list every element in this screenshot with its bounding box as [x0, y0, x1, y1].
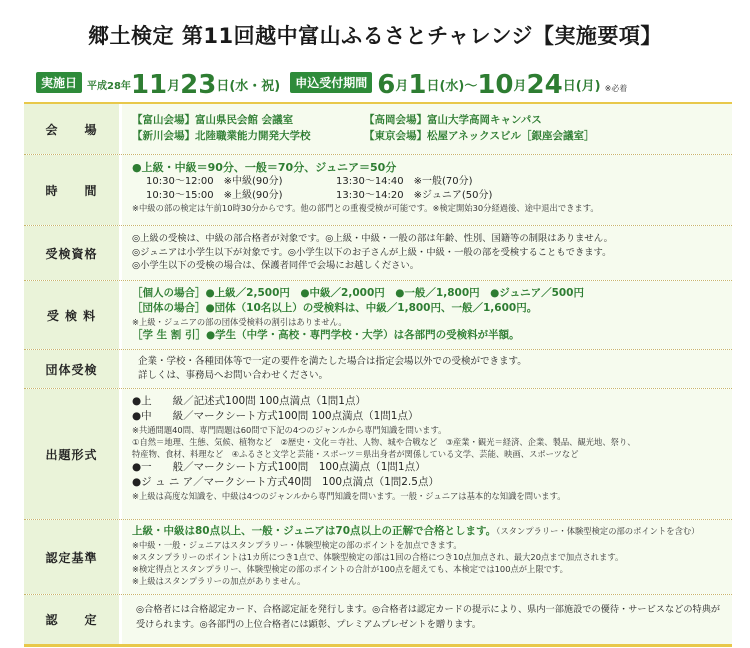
fee-note: ※上級・ジュニアの部の団体受検料の割引はありません。	[132, 317, 347, 327]
application-period-tag: 申込受付期間	[290, 72, 372, 93]
exam-day-unit: 日(水・祝)	[216, 79, 281, 94]
fee-student-discount: ［学 生 割 引］●学生（中学・高校・専門学校・大学）は各部門の受検料が半額。	[132, 329, 520, 341]
criteria-note-1: ※中級・一般・ジュニアはスタンプラリー・体験型検定の部のポイントを加点できます。	[132, 539, 462, 550]
row-certification	[24, 595, 732, 644]
time-note: ※中級の部の検定は午前10時30分からです。他の部門との重複受検が可能です。※検定開始30分経過後、途中退出できます。	[132, 203, 599, 213]
format-note-common: ※共通問題40問、専門問題は60問で下記の4つのジャンルから専門知識を問います。	[132, 425, 447, 435]
venue-niikawa: 【新川会場】北陸職業能力開発大学校	[132, 130, 311, 142]
certification-content	[122, 595, 732, 644]
row-label-qualification: 受検資格	[24, 226, 119, 280]
criteria-note-3: ※検定得点とスタンプラリー、体験型検定の部のポイントの合計が100点を超えても、本検定では100点が上限です。	[132, 563, 568, 574]
apply-start-month: 6	[377, 70, 396, 100]
apply-end-month: 10	[477, 70, 514, 100]
fee-individual: ［個人の場合］●上級／2,500円 ●中級／2,000円 ●一般／1,800円 ●ジュニア／500円	[132, 287, 584, 299]
qualification-line-3: ◎小学生以下の受検の場合は、保護者同伴で会場にお越しください。	[132, 260, 420, 271]
certification-text: ◎合格者には合格認定カード、合格認定証を発行します。◎合格者は認定カードの提示により、県内一部施設での優待・サービスなどの特典が受けられます。◎各部門の上位合格者には顕彰、プレミアムプレゼントを贈ります。	[136, 604, 721, 630]
row-label-certification: 認 定	[24, 595, 119, 644]
format-genres-2: 特産物、食材、料理など ④ふるさと文学と芸能・スポーツ＝県出身者が関係している文学、芸能、映画、スポーツなど	[132, 449, 579, 459]
exam-month-unit: 月	[167, 79, 181, 94]
row-fee	[24, 281, 732, 350]
format-genres-1: ①自然＝地理、生態、気候、植物など ②歴史・文化＝寺社、人物、城や合戦など ③産業・観光＝経済、企業、製品、観光地、祭り、	[132, 437, 636, 447]
row-format	[24, 389, 732, 520]
era-year: 平成28年	[87, 81, 131, 92]
criteria-content	[122, 520, 732, 594]
row-time	[24, 155, 732, 226]
apply-end-day-unit: 日(月)	[562, 79, 601, 94]
row-label-venue: 会 場	[24, 104, 119, 154]
group-content	[122, 350, 732, 388]
row-label-criteria: 認定基準	[24, 520, 119, 594]
required-arrival-note: ※必着	[604, 84, 628, 93]
row-criteria	[24, 520, 732, 595]
fee-group: ［団体の場合］●団体（10名以上）の受検料は、中級／1,800円、一般／1,600円。	[132, 302, 538, 314]
venue-takaoka: 【高岡会場】富山大学高岡キャンパス	[364, 114, 542, 126]
group-line-2: 詳しくは、事務局へお問い合わせください。	[138, 370, 329, 381]
format-content	[122, 389, 732, 519]
exam-month: 11	[130, 70, 168, 100]
qualification-line-1: ◎上級の受検は、中級の部合格者が対象です。◎上級・中級・一般の部は年齢、性別、国籍等の制限はありません。	[132, 233, 613, 244]
row-group	[24, 350, 732, 389]
format-general: ●一 般／マークシート方式100問 100点満点（1問1点）	[132, 461, 426, 473]
apply-end-day: 24	[526, 70, 563, 100]
criteria-headline-note: （スタンプラリー・体験型検定の部のポイントを含む）	[496, 526, 700, 536]
row-label-fee: 受 検 料	[24, 281, 119, 349]
apply-start-day: 1	[408, 70, 427, 100]
format-intermediate: ●中 級／マークシート方式100問 100点満点（1問1点）	[132, 410, 419, 422]
apply-end-month-unit: 月	[513, 79, 527, 94]
time-content	[122, 155, 732, 225]
fee-content	[122, 281, 732, 349]
venue-tokyo: 【東京会場】松屋アネックスビル［銀座会議室］	[364, 130, 595, 142]
exam-date-tag: 実施日	[36, 72, 82, 93]
format-note-levels: ※上級は高度な知識を、中級は4つのジャンルから専門知識を問います。一般・ジュニアは基本的な知識を問います。	[132, 491, 566, 501]
format-advanced: ●上 級／記述式100問 100点満点（1問1点）	[132, 395, 366, 407]
row-qualification	[24, 226, 732, 281]
guidelines-table	[24, 102, 732, 644]
format-junior: ●ジ ュ ニ ア／マークシート方式40問 100点満点（1問2.5点）	[132, 476, 439, 488]
exam-day: 23	[180, 70, 217, 100]
bottom-rule	[24, 644, 732, 647]
time-slot-intermediate: 10:30～12:00 ※中級(90分)	[146, 176, 283, 187]
time-slot-general: 13:30～14:40 ※一般(70分)	[336, 176, 473, 187]
criteria-note-2: ※スタンプラリーのポイントは1カ所につき1点で、体験型検定の部は1回の合格につき10点加点され、最大20点まで加点されます。	[132, 551, 624, 562]
apply-start-month-unit: 月	[395, 79, 409, 94]
time-slot-junior: 13:30～14:20 ※ジュニア(50分)	[336, 189, 493, 201]
time-headline: ●上級・中級＝90分、一般＝70分、ジュニア＝50分	[132, 161, 397, 174]
venue-toyama: 【富山会場】富山県民会館 会議室	[132, 114, 294, 126]
page-title: 郷土検定 第11回越中富山ふるさとチャレンジ【実施要項】	[88, 24, 662, 48]
criteria-note-4: ※上級はスタンプラリーの加点がありません。	[132, 575, 306, 586]
row-venue	[24, 104, 732, 155]
qualification-content	[122, 226, 732, 280]
row-label-format: 出題形式	[24, 389, 119, 519]
group-line-1: 企業・学校・各種団体等で一定の要件を満たした場合は指定会場以外での受検ができます。	[138, 356, 527, 367]
time-slot-advanced: 10:30～15:00 ※上級(90分)	[146, 189, 283, 201]
venue-content	[122, 104, 732, 154]
row-label-group: 団体受検	[24, 350, 119, 388]
apply-start-day-unit: 日(水)～	[426, 79, 478, 94]
criteria-headline: 上級・中級は80点以上、一般・ジュニアは70点以上の正解で合格とします。	[132, 525, 497, 537]
qualification-line-2: ◎ジュニアは小学生以下が対象です。◎小学生以下のお子さんが上級・中級・一般の部を受検することもできます。	[132, 246, 612, 258]
schedule-bar	[36, 68, 736, 98]
row-label-time: 時 間	[24, 155, 119, 225]
